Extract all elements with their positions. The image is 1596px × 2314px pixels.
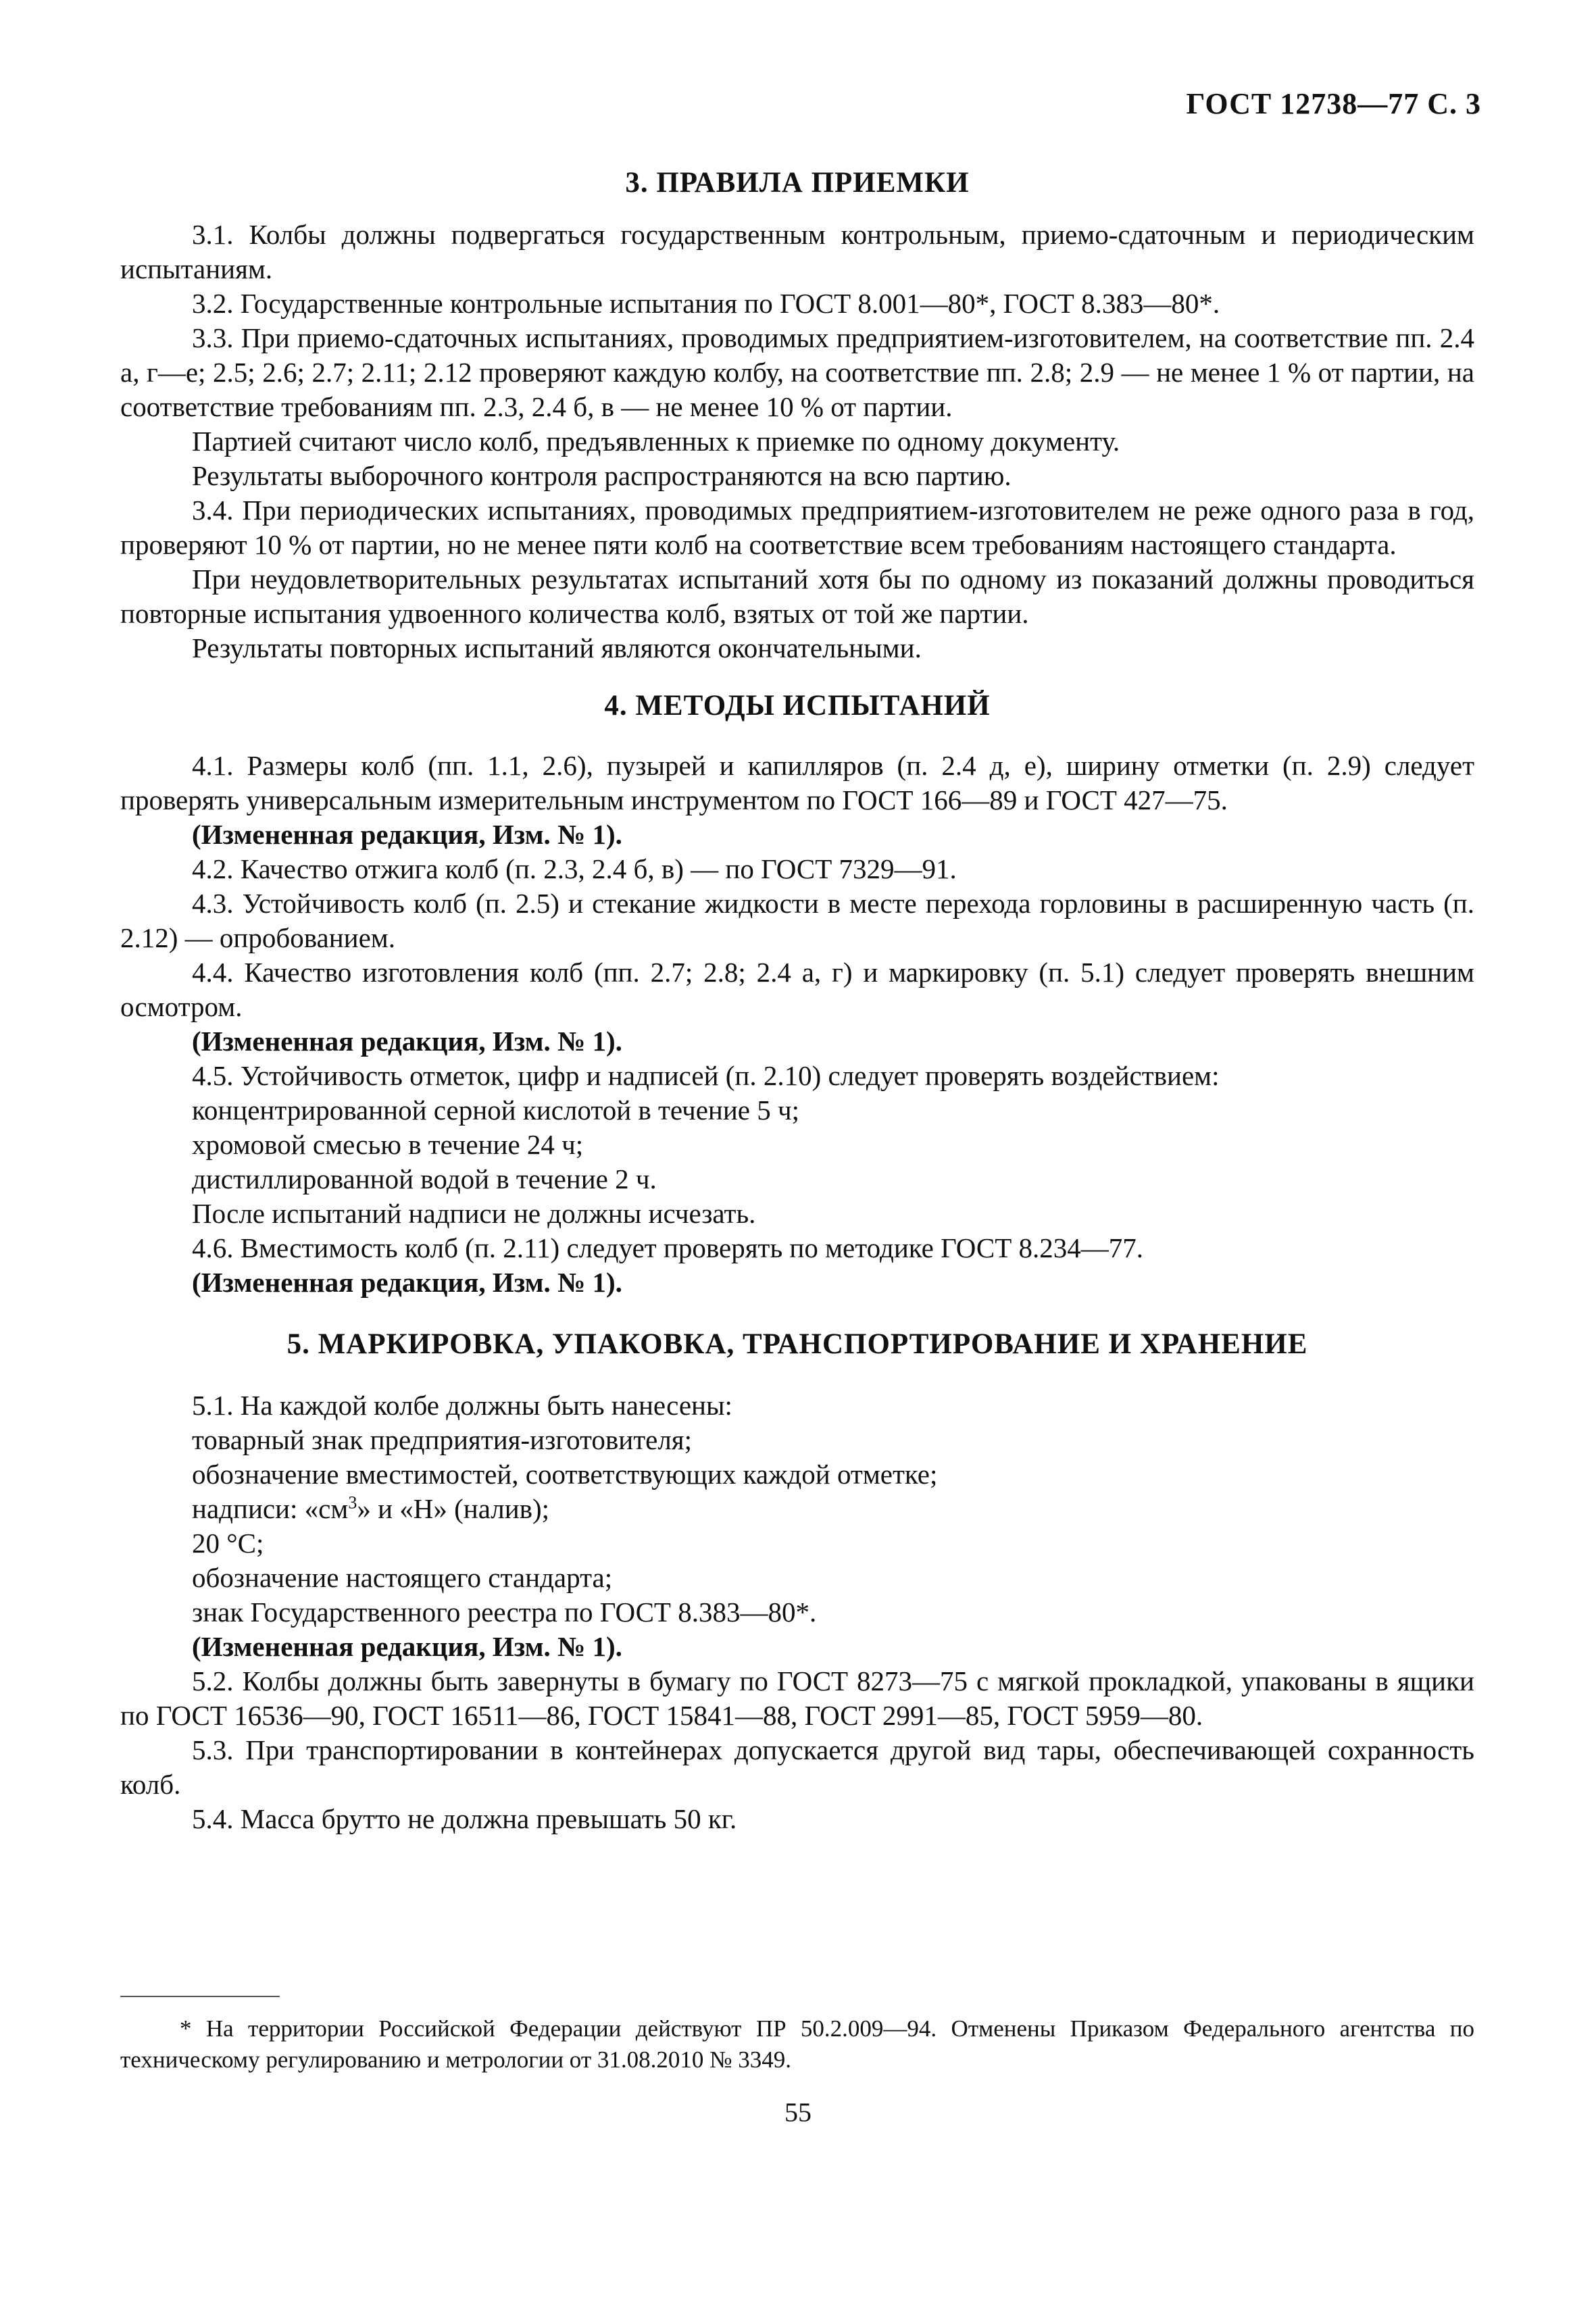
- paragraph-5-2: 5.2. Колбы должны быть завернуты в бумагу по ГОСТ 8273—75 с мягкой прокладкой, упакованы в ящики по ГОСТ 16536—90, ГОСТ 16511—86, ГОСТ 15841—88, ГОСТ 2991—85, ГОСТ 5959—80.: [120, 1665, 1474, 1731]
- paragraph-4-4: 4.4. Качество изготовления колб (пп. 2.7; 2.8; 2.4 а, г) и маркировку (п. 5.1) следует проверять внешним осмотром.: [120, 957, 1474, 1022]
- section-3-heading: 3. ПРАВИЛА ПРИЕМКИ: [625, 167, 970, 199]
- footnote: * На территории Российской Федерации действуют ПР 50.2.009—94. Отменены Приказом Федерального агентства по техническому регулированию и метрологии от 31.08.2010 № 3349.: [120, 2015, 1474, 2073]
- list-item: обозначение вместимостей, соответствующих каждой отметке;: [192, 1459, 938, 1490]
- paragraph-4-1: 4.1. Размеры колб (пп. 1.1, 2.6), пузырей и капилляров (п. 2.4 д, е), ширину отметки (п. 2.9) следует проверять универсальным измерительным инструментом по ГОСТ 166—89 и ГОСТ 427—75.: [120, 750, 1474, 815]
- amendment-note: (Измененная редакция, Изм. № 1).: [192, 1267, 622, 1298]
- section-4-heading: 4. МЕТОДЫ ИСПЫТАНИЙ: [604, 690, 991, 722]
- amendment-note: (Измененная редакция, Изм. № 1).: [192, 1026, 622, 1057]
- paragraph-4-3: 4.3. Устойчивость колб (п. 2.5) и стекание жидкости в месте перехода горловины в расширенную часть (п. 2.12) — опробованием.: [120, 888, 1474, 953]
- list-item: дистиллированной водой в течение 2 ч.: [192, 1163, 657, 1194]
- amendment-note: (Измененная редакция, Изм. № 1).: [192, 819, 622, 850]
- list-item: товарный знак предприятия-изготовителя;: [192, 1424, 693, 1455]
- paragraph-4-6: 4.6. Вместимость колб (п. 2.11) следует проверять по методике ГОСТ 8.234—77.: [192, 1232, 1144, 1263]
- list-item: знак Государственного реестра по ГОСТ 8.383—80*.: [192, 1596, 817, 1628]
- list-item: концентрированной серной кислотой в течение 5 ч;: [192, 1095, 799, 1126]
- list-item: обозначение настоящего стандарта;: [192, 1562, 613, 1593]
- amendment-note: (Измененная редакция, Изм. № 1).: [192, 1631, 622, 1662]
- paragraph-3-4-retest: При неудовлетворительных результатах испытаний хотя бы по одному из показаний должны проводиться повторные испытания удвоенного количества колб, взятых от той же партии.: [120, 563, 1474, 629]
- label-text: » и «Н» (налив);: [357, 1493, 550, 1524]
- label-text: надписи: «см: [192, 1493, 349, 1524]
- list-item: 20 °С;: [192, 1528, 264, 1559]
- superscript: 3: [348, 1492, 357, 1513]
- page-body: [120, 166, 1474, 1836]
- paragraph-5-3: 5.3. При транспортировании в контейнерах допускается другой вид тары, обеспечивающей сохранность колб.: [120, 1734, 1474, 1800]
- paragraph-4-2: 4.2. Качество отжига колб (п. 2.3, 2.4 б, в) — по ГОСТ 7329—91.: [192, 853, 957, 884]
- paragraph-3-3-results: Результаты выборочного контроля распространяются на всю партию.: [192, 460, 1012, 491]
- paragraph-3-3-lot: Партией считают число колб, предъявленных к приемке по одному документу.: [192, 426, 1120, 457]
- paragraph-3-4-final: Результаты повторных испытаний являются окончательными.: [192, 632, 922, 663]
- page-number: 55: [784, 2097, 812, 2128]
- paragraph-3-1: 3.1. Колбы должны подвергаться государственным контрольным, приемо-сдаточным и периодическим испытаниям.: [120, 219, 1474, 284]
- paragraph-3-2: 3.2. Государственные контрольные испытания по ГОСТ 8.001—80*, ГОСТ 8.383—80*.: [192, 288, 1220, 319]
- paragraph-3-3: 3.3. При приемо-сдаточных испытаниях, проводимых предприятием-изготовителем, на соответствие пп. 2.4 а, г—е; 2.5; 2.6; 2.7; 2.11; 2.12 проверяют каждую колбу, на соответствие пп. 2.8; 2.9 — не менее 1 % от партии, на соответствие требованиям пп. 2.3, 2.4 б, в — не менее 10 % от партии.: [120, 322, 1474, 422]
- list-item: [120, 1492, 1474, 1526]
- paragraph-4-5: 4.5. Устойчивость отметок, цифр и надписей (п. 2.10) следует проверять воздействием:: [192, 1060, 1220, 1091]
- page-header: ГОСТ 12738—77 С. 3: [1186, 87, 1481, 120]
- paragraph-5-4: 5.4. Масса брутто не должна превышать 50 кг.: [192, 1803, 737, 1834]
- list-item: После испытаний надписи не должны исчезать.: [192, 1198, 756, 1229]
- paragraph-5-1: 5.1. На каждой колбе должны быть нанесены:: [192, 1390, 732, 1421]
- list-item: хромовой смесью в течение 24 ч;: [192, 1129, 584, 1160]
- footnote-divider: [120, 1996, 280, 1997]
- paragraph-3-4: 3.4. При периодических испытаниях, проводимых предприятием-изготовителем не реже одного раза в год, проверяют 10 % от партии, но не менее пяти колб на соответствие всем требованиям настоящего стандарта.: [120, 495, 1474, 560]
- section-5-heading: 5. МАРКИРОВКА, УПАКОВКА, ТРАНСПОРТИРОВАНИЕ И ХРАНЕНИЕ: [286, 1328, 1308, 1360]
